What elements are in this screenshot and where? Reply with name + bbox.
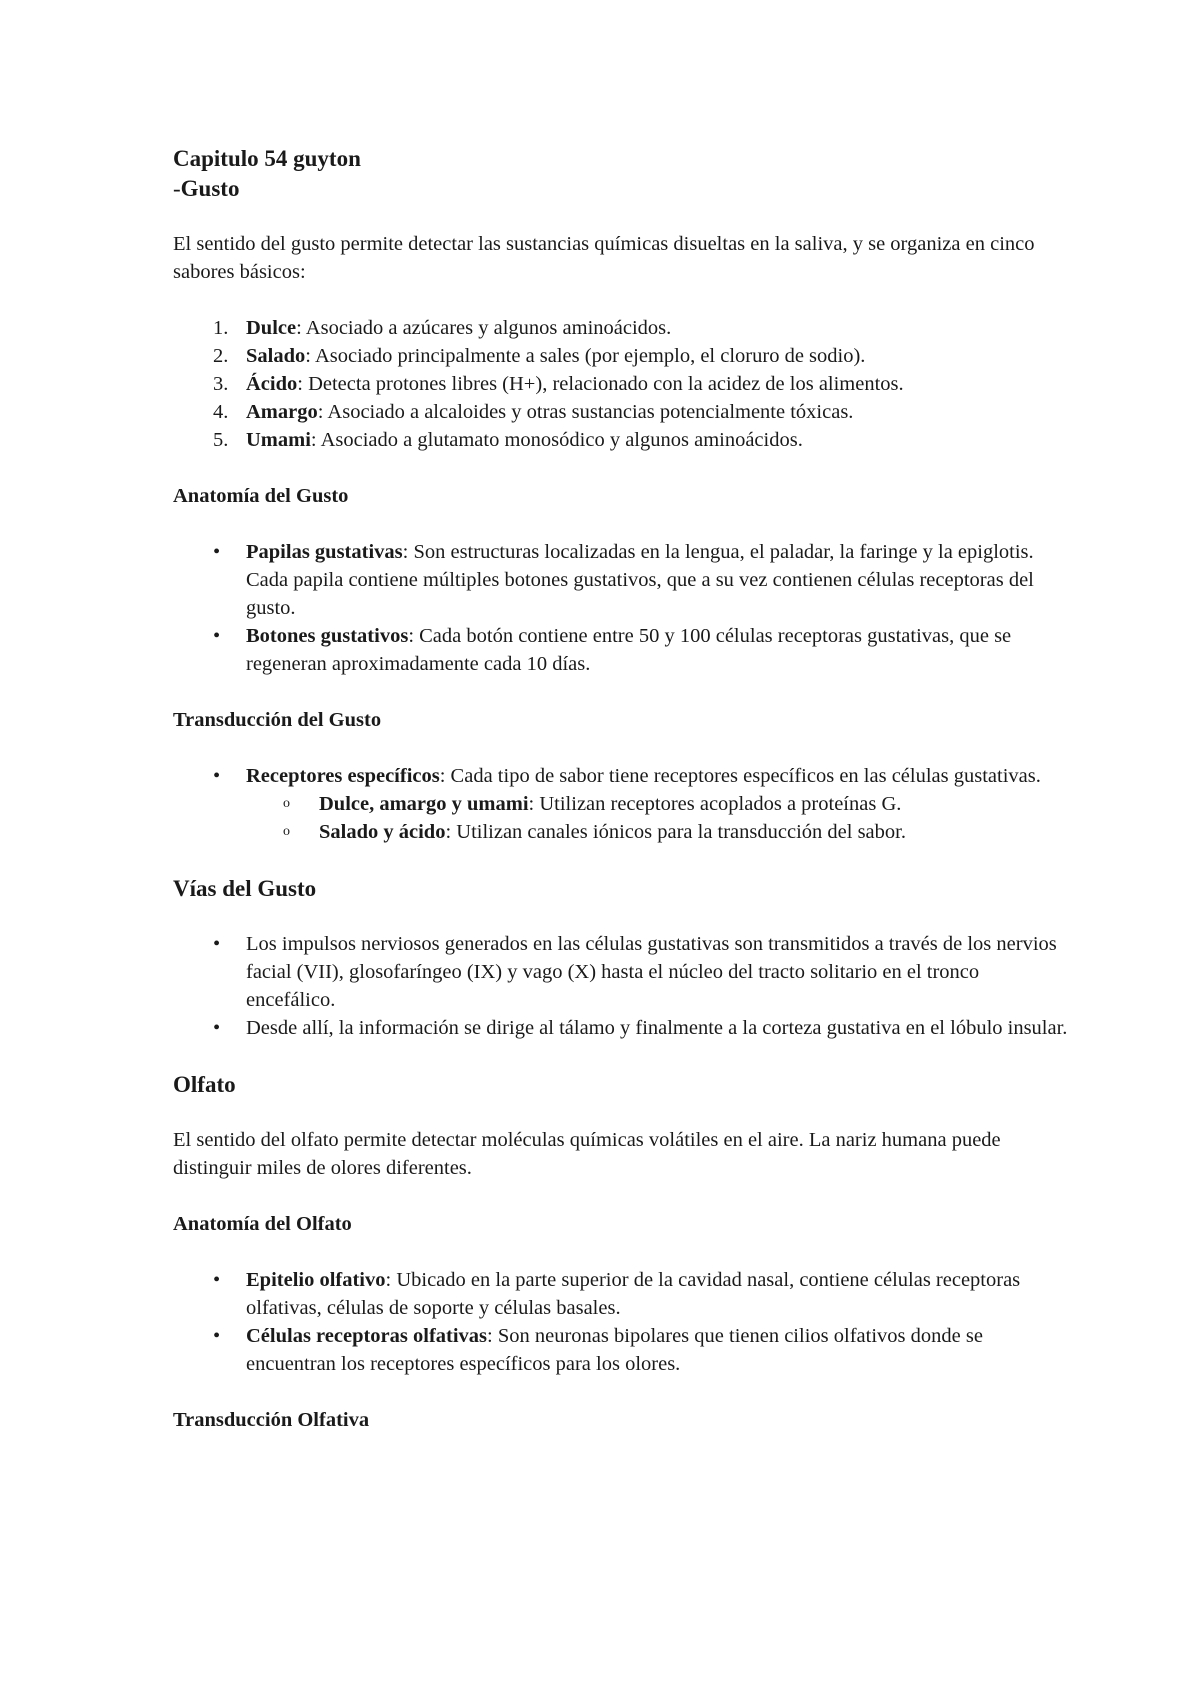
document-content [173,144,1073,1462]
list-text: : Asociado a glutamato monosódico y algunos aminoácidos. [310,429,803,451]
bullet-icon: • [213,1269,221,1291]
heading-olfato: Olfato [173,1072,236,1097]
heading-transduccion-olfativa: Transducción Olfativa [173,1409,370,1431]
subtitle-dash: - [173,176,181,201]
anatomia-olfato-list [173,1266,1073,1378]
heading-anatomia-olfato: Anatomía del Olfato [173,1213,352,1235]
sub-list-item [173,818,1073,846]
list-text: : Utilizan receptores acoplados a proteínas G. [528,793,902,815]
list-item [173,1322,1073,1378]
bullet-icon: • [213,541,221,563]
list-item [173,426,1073,454]
list-term: Salado [246,345,306,367]
bullet-icon: • [213,765,221,787]
list-number: 5. [213,429,229,451]
subtitle-text: Gusto [180,176,240,201]
sub-bullet-icon: o [283,824,290,839]
list-term: Epitelio olfativo [246,1269,386,1291]
list-term: Umami [246,429,311,451]
list-item [173,314,1073,342]
list-text: : Asociado principalmente a sales (por ejemplo, el cloruro de sodio). [305,345,866,367]
bullet-icon: • [213,625,221,647]
list-item [173,1014,1073,1042]
list-item [173,762,1073,790]
anatomia-gusto-list [173,538,1073,678]
list-text: : Son neuronas bipolares que tienen cilios olfativos donde se encuentran los receptores específicos para los olores. [246,1325,983,1375]
intro-gusto: El sentido del gusto permite detectar las sustancias químicas disueltas en la saliva, y se organiza en cinco sabores básicos: [173,233,1035,283]
heading-anatomia-gusto: Anatomía del Gusto [173,485,349,507]
bullet-icon: • [213,933,221,955]
document-title: Capitulo 54 guyton [173,146,361,171]
list-text: Los impulsos nerviosos generados en las células gustativas son transmitidos a través de los nervios facial (VII), glosofaríngeo (IX) y vago (X) hasta el núcleo del tracto solitario en el tronco encefálico. [246,933,1057,1011]
intro-olfato: El sentido del olfato permite detectar moléculas químicas volátiles en el aire. La nariz humana puede distinguir miles de olores diferentes. [173,1129,1001,1179]
list-item [173,930,1073,1014]
list-text: : Detecta protones libres (H+), relacionado con la acidez de los alimentos. [297,373,904,395]
list-number: 3. [213,373,229,395]
list-text: Desde allí, la información se dirige al tálamo y finalmente a la corteza gustativa en el lóbulo insular. [246,1017,1068,1039]
list-number: 2. [213,345,229,367]
list-text: : Cada tipo de sabor tiene receptores específicos en las células gustativas. [439,765,1041,787]
bullet-icon: • [213,1017,221,1039]
list-term: Receptores específicos [246,765,440,787]
list-text: : Asociado a alcaloides y otras sustancias potencialmente tóxicas. [317,401,854,423]
heading-transduccion-gusto: Transducción del Gusto [173,709,382,731]
list-text: : Son estructuras localizadas en la lengua, el paladar, la faringe y la epiglotis. Cada papila contiene múltiples botones gustativos, que a su vez contienen células receptoras del gusto. [246,541,1034,619]
list-term: Dulce, amargo y umami [319,793,529,815]
sub-bullet-icon: o [283,796,290,811]
list-term: Células receptoras olfativas [246,1325,488,1347]
vias-gusto-list [173,930,1073,1042]
list-item [173,370,1073,398]
list-text: : Asociado a azúcares y algunos aminoácidos. [296,317,672,339]
heading-vias-gusto: Vías del Gusto [173,876,317,901]
list-number: 1. [213,317,229,339]
bullet-icon: • [213,1325,221,1347]
list-term: Botones gustativos [246,625,409,647]
list-term: Dulce [246,317,297,339]
list-text: : Ubicado en la parte superior de la cavidad nasal, contiene células receptoras olfativas, células de soporte y células basales. [246,1269,1021,1319]
list-text: : Utilizan canales iónicos para la transducción del sabor. [445,821,906,843]
list-number: 4. [213,401,229,423]
list-item [173,342,1073,370]
transduccion-gusto-list [173,762,1073,846]
list-item [173,622,1073,678]
section-title-gusto [173,174,1073,204]
list-term: Salado y ácido [319,821,446,843]
list-term: Papilas gustativas [246,541,403,563]
sub-list-item [173,790,1073,818]
sabores-list [173,314,1073,454]
list-term: Amargo [246,401,318,423]
list-item [173,1266,1073,1322]
list-text: : Cada botón contiene entre 50 y 100 células receptoras gustativas, que se regeneran aproximadamente cada 10 días. [246,625,1012,675]
list-item [173,538,1073,622]
list-term: Ácido [246,373,298,395]
list-item [173,398,1073,426]
